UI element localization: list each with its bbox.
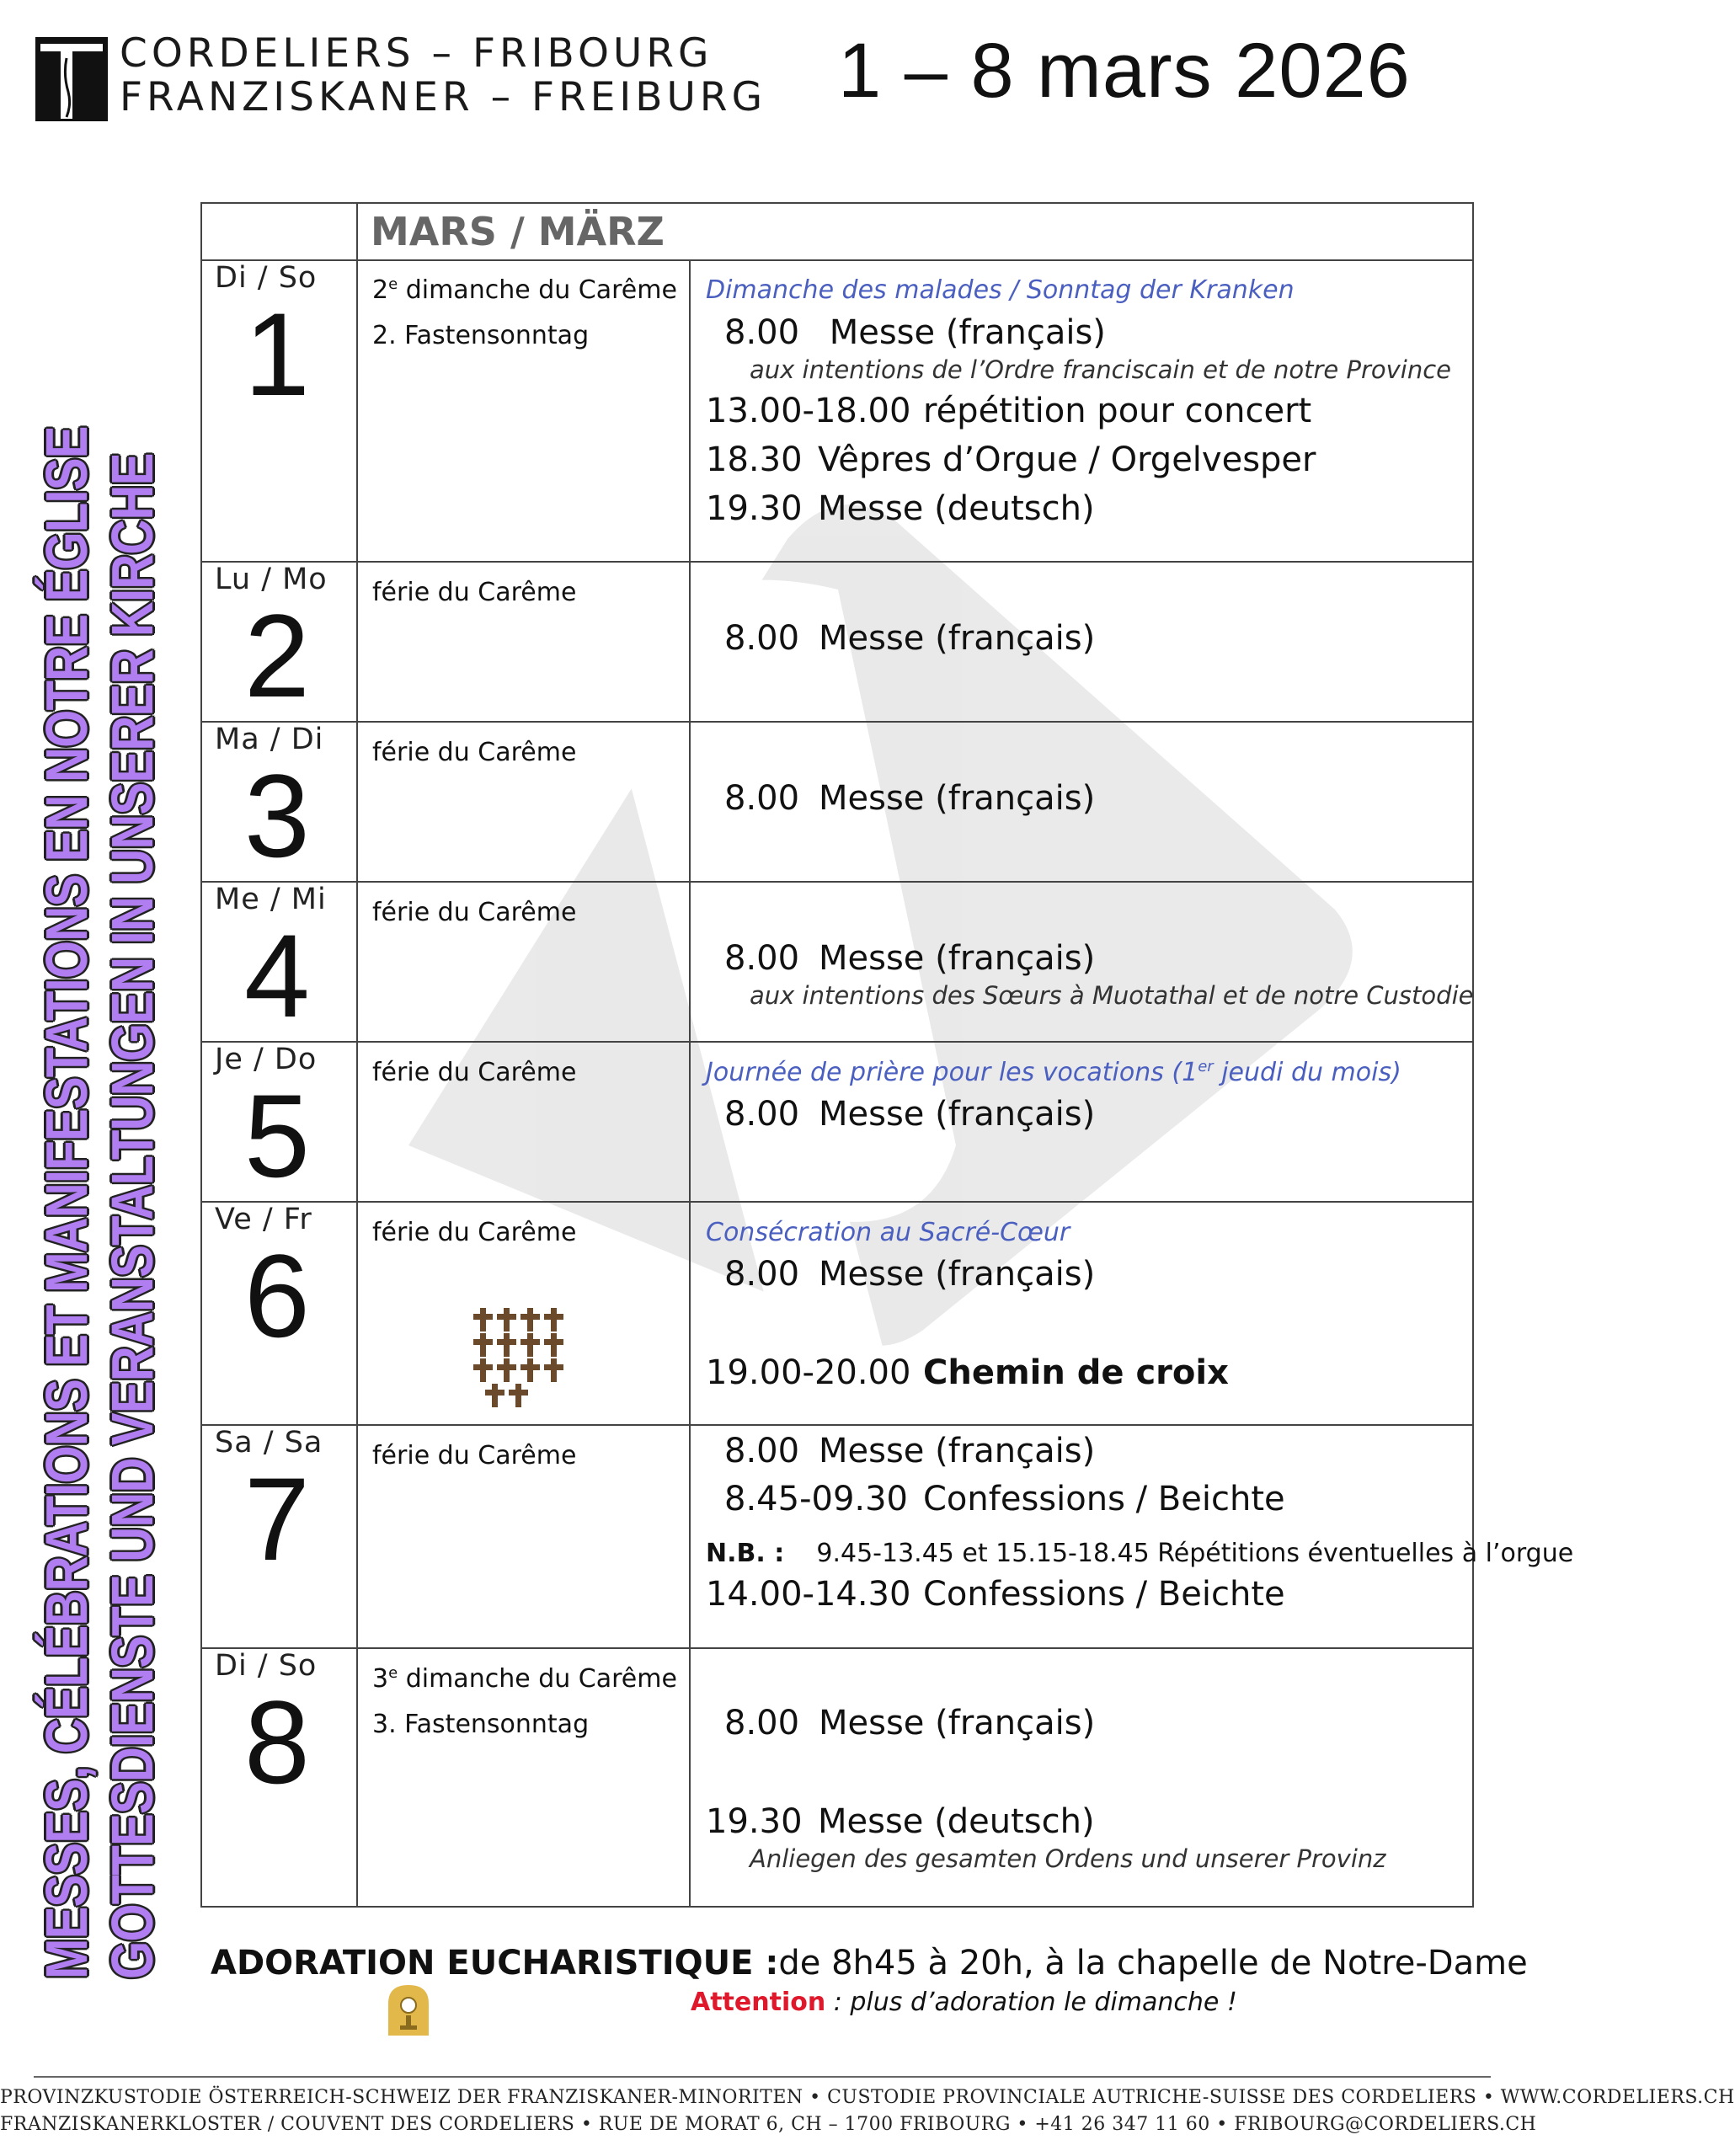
event-intention: aux intentions de l’Ordre franciscain et de notre Province — [750, 355, 1451, 384]
event: 8.00 Messe (français) — [724, 1704, 1096, 1742]
liturgy-title: férie du Carême — [372, 1218, 577, 1247]
footer-divider — [34, 2076, 1491, 2078]
month-header: MARS / MÄRZ — [371, 209, 665, 254]
day-note: Journée de prière pour les vocations (1er jeudi du mois) — [706, 1058, 1401, 1087]
day-number: 8 — [244, 1676, 310, 1808]
day-number: 1 — [244, 288, 310, 420]
event-intention: Anliegen des gesamten Ordens und unserer Provinz — [750, 1844, 1386, 1873]
date-range-title: 1 – 8 mars 2026 — [838, 28, 1411, 114]
liturgy-title: férie du Carême — [372, 578, 577, 607]
day-name: Je / Do — [215, 1043, 318, 1076]
org-line-2: FRANZISKANER – FREIBURG — [120, 74, 766, 120]
liturgy-title-de: 3. Fastensonntag — [372, 1710, 590, 1739]
day-number: 7 — [244, 1453, 310, 1585]
event: 18.30 Vêpres d’Orgue / Orgelvesper — [706, 440, 1316, 479]
stations-of-cross-icon — [472, 1308, 569, 1407]
day-number: 5 — [244, 1070, 310, 1202]
liturgy-title: férie du Carême — [372, 1441, 577, 1470]
event: 14.00-14.30 Confessions / Beichte — [706, 1575, 1285, 1614]
event: 19.30 Messe (deutsch) — [706, 1802, 1095, 1841]
day-number: 6 — [244, 1230, 310, 1362]
day-name: Lu / Mo — [215, 563, 328, 596]
event: 8.00 Messe (français) — [724, 1095, 1096, 1134]
day-name: Ve / Fr — [215, 1203, 312, 1236]
franciscan-tau-logo — [35, 37, 108, 121]
liturgy-title: 3e dimanche du Carême — [372, 1664, 677, 1694]
attention-note: Attention : plus d’adoration le dimanche ! — [691, 1988, 1237, 2017]
footer-line-1: PROVINZKUSTODIE ÖSTERREICH-SCHWEIZ DER FRANZISKANER-MINORITEN • CUSTODIE PROVINCIALE AUTRICHE-SUISSE DES CORDELIERS • WWW.CORDELIERS.CH — [0, 2087, 1735, 2108]
event: 8.00 Messe (français) — [724, 939, 1096, 978]
liturgy-title: 2e dimanche du Carême — [372, 275, 677, 305]
day-name: Sa / Sa — [215, 1426, 323, 1460]
day-name: Di / So — [215, 1649, 318, 1683]
day-number: 4 — [244, 910, 310, 1042]
day-number: 3 — [244, 750, 310, 882]
day-number: 2 — [244, 590, 310, 722]
monstrance-icon — [385, 1983, 432, 2036]
event: 8.00 Messe (français) — [724, 619, 1096, 658]
event: 8.45-09.30 Confessions / Beichte — [724, 1480, 1285, 1518]
event-intention: aux intentions des Sœurs à Muotathal et de notre Custodie — [750, 981, 1474, 1010]
event: 8.00 Messe (français) — [724, 1432, 1096, 1470]
org-line-1: CORDELIERS – FRIBOURG — [120, 30, 713, 77]
day-note: Dimanche des malades / Sonntag der Kranken — [706, 275, 1295, 305]
organization-name — [120, 32, 766, 120]
event: 8.00 Messe (français) — [724, 313, 1106, 352]
day-note: Consécration au Sacré-Cœur — [706, 1218, 1070, 1247]
event: 19.30 Messe (deutsch) — [706, 489, 1095, 528]
day-name: Ma / Di — [215, 723, 324, 756]
liturgy-title: férie du Carême — [372, 738, 577, 767]
day-name: Me / Mi — [215, 883, 327, 916]
event: 19.00-20.00 Chemin de croix — [706, 1353, 1229, 1392]
side-banner-line-2: GOTTESDIENSTE UND VERANSTALTUNGEN IN UNSERER KIRCHE — [99, 453, 165, 1979]
footer-line-2: FRANZISKANERKLOSTER / COUVENT DES CORDELIERS • RUE DE MORAT 6, CH – 1700 FRIBOURG • +41 26 347 11 60 • FRIBOURG@CORDELIERS.CH — [0, 2114, 1537, 2135]
event: 8.00 Messe (français) — [724, 1255, 1096, 1294]
nb-note: N.B. : 9.45-13.45 et 15.15-18.45 Répétitions éventuelles à l’orgue — [706, 1539, 1574, 1568]
event: 8.00 Messe (français) — [724, 779, 1096, 818]
event: 13.00-18.00 répétition pour concert — [706, 392, 1312, 430]
side-banner — [34, 168, 168, 1979]
day-name: Di / So — [215, 261, 318, 295]
liturgy-title-de: 2. Fastensonntag — [372, 321, 590, 350]
adoration-line: ADORATION EUCHARISTIQUE :de 8h45 à 20h, à la chapelle de Notre-Dame — [211, 1944, 1528, 1983]
liturgy-title: férie du Carême — [372, 1058, 577, 1087]
liturgy-title: férie du Carême — [372, 898, 577, 927]
side-banner-line-1: MESSES, CÉLÉBRATIONS ET MANIFESTATIONS EN NOTRE ÉGLISE — [34, 426, 99, 1979]
